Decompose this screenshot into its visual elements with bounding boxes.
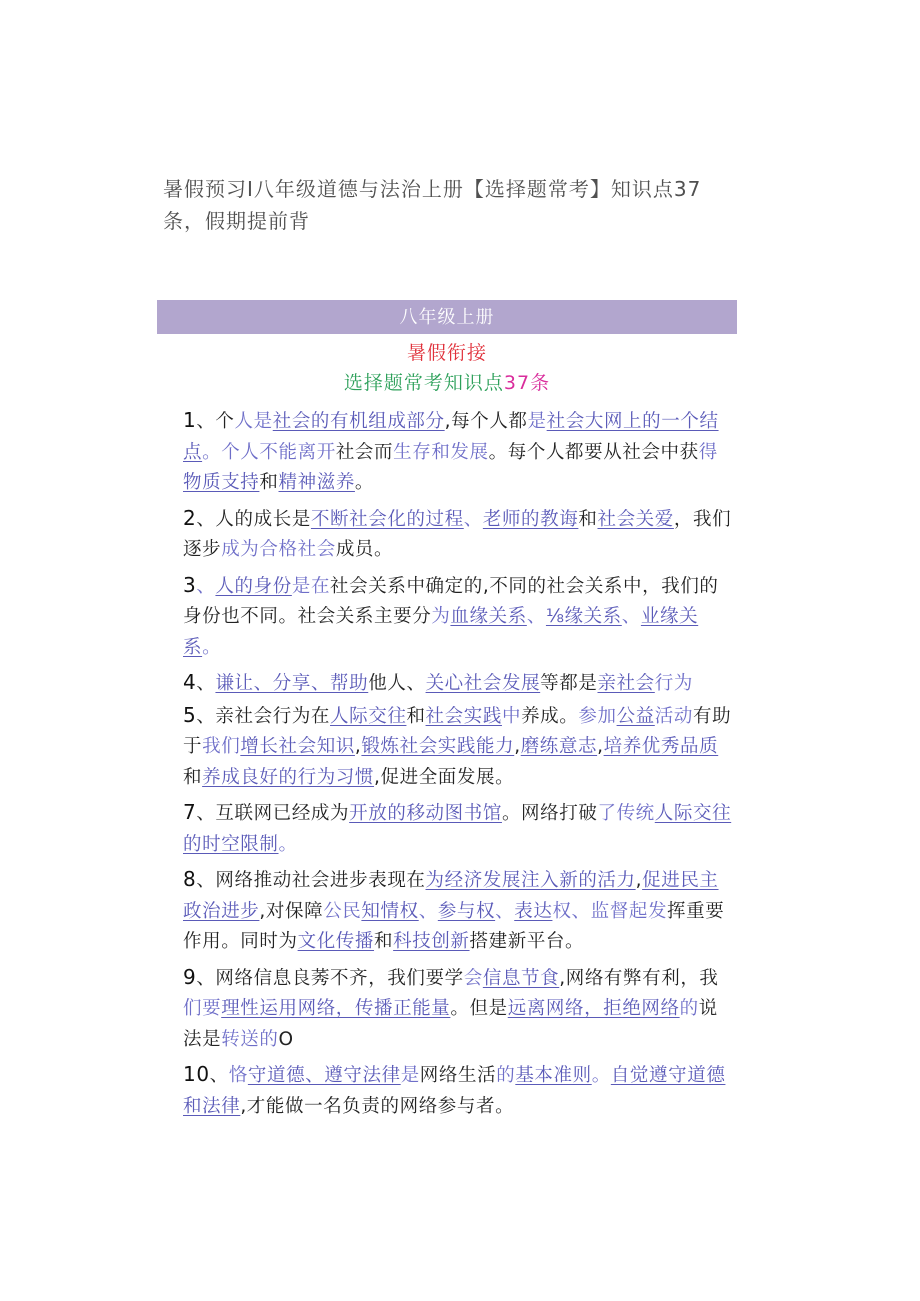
point-text: 活动: [654, 705, 693, 727]
point-text: 会: [463, 967, 483, 989]
point-text: 参加: [578, 705, 617, 727]
key-phrase: 知情权: [361, 900, 419, 922]
point-text: 。但是: [450, 998, 508, 1019]
key-phrase: 守道德、遵守法律: [247, 1065, 401, 1086]
point-text: 。每个人都要从社会中获: [488, 441, 699, 463]
point-text: 人是: [234, 411, 273, 432]
point-text: 。个人不能离开: [202, 441, 336, 463]
point-text: 等都是: [540, 673, 598, 694]
knowledge-point: [183, 797, 735, 860]
point-number: 7: [183, 800, 197, 824]
knowledge-point: [183, 962, 735, 1056]
point-text: 挥重要作用。同时为: [183, 900, 725, 952]
point-text: 。网络打破: [501, 803, 598, 824]
key-phrase: 血缘关系: [450, 606, 527, 627]
point-number: 3: [183, 572, 197, 597]
key-phrase: 信息节食: [482, 967, 560, 989]
key-phrase: 基本准则: [515, 1065, 592, 1086]
key-phrase: 开放的移动图书馆: [349, 803, 502, 824]
key-phrase: 不断社会化的过程: [310, 508, 464, 530]
point-text: 。: [354, 472, 375, 493]
knowledge-point: [183, 503, 735, 566]
point-text: 转送的: [221, 1028, 279, 1050]
point-text: 搭建新平台。: [469, 931, 585, 952]
point-text: 成员。: [335, 539, 394, 560]
point-text: 和: [406, 705, 426, 727]
point-number: 2: [183, 505, 197, 530]
point-text: 了传统: [597, 803, 655, 824]
point-text: 和: [259, 472, 279, 493]
point-text: 和: [578, 508, 598, 530]
point-text: 、个: [196, 411, 235, 432]
key-phrase: 促进民主政治进步: [183, 870, 719, 922]
key-phrase: 培养优秀品质: [603, 736, 719, 757]
point-text: ,: [597, 736, 604, 757]
key-phrase: 文化传播: [297, 931, 375, 952]
point-text: 、: [526, 606, 546, 627]
key-phrase: 物质支持: [183, 472, 260, 493]
point-text: 、: [418, 900, 438, 922]
point-text: ,促进全面发展。: [374, 766, 515, 788]
key-phrase: 公益: [616, 705, 655, 727]
point-text: 得: [698, 441, 718, 463]
knowledge-point-list: [183, 405, 735, 1126]
point-text: 、: [196, 575, 216, 597]
grade-banner: 八年级上册: [157, 300, 737, 334]
key-phrase: 亲社会: [597, 673, 655, 694]
knowledge-point: [183, 864, 735, 958]
point-text: 、: [463, 508, 483, 530]
point-number: 1: [183, 408, 197, 432]
document-title: 暑假预习I八年级道德与法治上册【选择题常考】知识点37条，假期提前背: [163, 177, 702, 233]
point-text: ,: [514, 736, 521, 757]
point-text: 为: [431, 606, 451, 627]
key-phrase: 人的身份: [215, 575, 292, 597]
point-text: 、网络推动社会进步表现在: [196, 870, 426, 891]
point-text: 中: [501, 705, 522, 727]
key-phrase: 为经济发展注入新的活力: [425, 870, 636, 891]
point-text: 我们: [202, 736, 241, 757]
key-phrase: 业缘关系: [183, 606, 699, 658]
point-text: 恪: [228, 1065, 248, 1086]
key-phrase: 精神滋养: [278, 472, 355, 493]
knowledge-point: [183, 1059, 735, 1122]
point-number: 8: [183, 867, 197, 891]
key-phrase: 磨练意志: [520, 736, 598, 757]
key-phrase: 谦让、分享、帮助: [215, 673, 369, 694]
key-phrase: 远离网络，拒绝网络: [507, 998, 680, 1019]
point-text: ,: [354, 736, 362, 757]
point-text: 的: [679, 998, 699, 1019]
point-text: ,: [635, 870, 643, 891]
knowledge-point: [183, 667, 735, 700]
point-text: 、: [495, 900, 515, 922]
point-text: 网络生活: [419, 1065, 497, 1086]
key-phrase: 锻炼社会实践能力: [361, 736, 515, 757]
subtitle-summer-bridge: 暑假衔接: [406, 342, 487, 364]
point-text: 、网络信息良莠不齐，我们要学: [196, 967, 464, 989]
point-text: 、互联网已经成为: [196, 803, 350, 824]
point-text: O: [278, 1028, 294, 1050]
point-text: 成为合格社会: [221, 539, 336, 560]
subtitle-knowledge-points: [157, 369, 737, 397]
point-text: 养成。: [521, 705, 579, 727]
point-text: 的: [496, 1065, 516, 1086]
point-text: 权、监督起发: [552, 900, 668, 922]
point-text: 和: [374, 931, 394, 952]
key-phrase: 社会的有机组成部分: [272, 411, 445, 432]
key-phrase: 关心社会发展: [425, 673, 541, 694]
key-phrase: 社会实践: [425, 705, 502, 727]
key-phrase: 人际交往: [330, 705, 407, 727]
point-text: 和: [183, 766, 203, 788]
key-phrase: ⅛缘关系: [545, 606, 622, 627]
knowledge-point: [183, 405, 735, 499]
key-phrase: 人际交往的时空限制: [183, 803, 732, 855]
point-text: 。: [202, 636, 222, 658]
point-text: ,才能做一名负责的网络参与者。: [240, 1095, 515, 1117]
point-text: 们要: [183, 998, 222, 1019]
point-number: 10: [183, 1062, 210, 1086]
point-number: 9: [183, 964, 197, 989]
point-text: ,每个人都: [444, 411, 528, 432]
point-text: 行为: [654, 673, 693, 694]
key-phrase: 理性运用网络，传播正能量: [221, 998, 451, 1019]
point-text: 是: [527, 411, 547, 432]
point-text: 生存和发展: [393, 441, 489, 463]
point-text: 、: [196, 673, 216, 694]
key-phrase: 表达: [514, 900, 553, 922]
point-text: 、亲社会行为在: [196, 705, 331, 727]
point-text: 社会关系中确定的,不同的社会关系中，我们的身份也不同。社会关系主要分: [183, 575, 719, 627]
key-phrase: 科技创新: [393, 931, 470, 952]
point-number: 5: [183, 702, 197, 727]
point-text: 公民: [323, 900, 362, 922]
point-text: 有助于: [183, 705, 732, 757]
point-number: 4: [183, 670, 197, 694]
knowledge-point: [183, 570, 735, 664]
knowledge-point: [183, 700, 735, 794]
point-text: 是在: [291, 575, 331, 597]
point-text: 、: [209, 1065, 229, 1086]
key-phrase: 社会关爱: [597, 508, 674, 530]
point-text: 他人、: [368, 673, 426, 694]
point-text: ，我们逐步: [183, 508, 732, 560]
key-phrase: 增长社会知识: [240, 736, 355, 757]
point-text: 、: [621, 606, 641, 627]
point-text: 、人的成长是: [196, 508, 311, 530]
point-text: 。: [591, 1065, 611, 1086]
point-text: 是: [400, 1065, 420, 1086]
key-phrase: 自觉遵守道德和法律: [183, 1065, 726, 1117]
key-phrase: 参与权: [437, 900, 496, 922]
subtitle-count: 37条: [503, 372, 551, 394]
point-text: ,对保障: [259, 900, 324, 922]
point-text: 说法是: [183, 998, 718, 1050]
subtitle-knowledge-label: 选择题常考知识点: [343, 372, 504, 394]
point-text: 。: [278, 833, 298, 855]
point-text: ,网络有弊有利，我: [559, 967, 719, 989]
key-phrase: 养成良好的行为习惯: [202, 766, 375, 788]
point-text: 社会而: [335, 441, 394, 463]
key-phrase: 老师的教诲: [482, 508, 579, 530]
key-phrase: 社会大网上的一个结点: [183, 411, 719, 463]
